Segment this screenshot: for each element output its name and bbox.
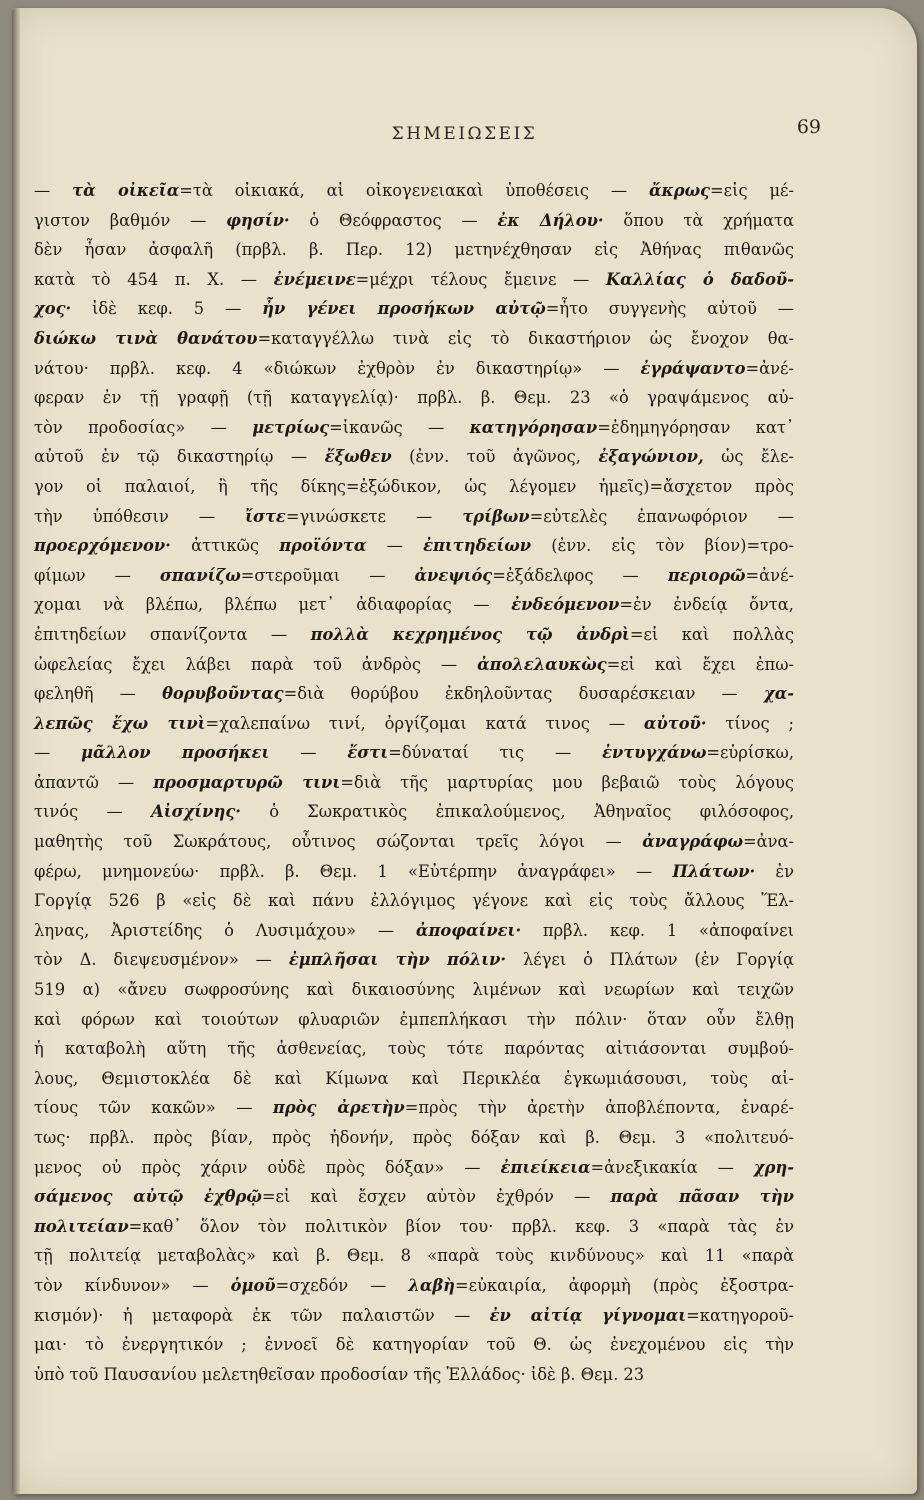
gloss-text: — <box>34 181 73 200</box>
text-line <box>34 206 794 236</box>
text-line <box>34 1064 794 1094</box>
lemma-term: Αἰσχίνης· <box>151 802 241 822</box>
gloss-text: =ἐν ἐνδείᾳ ὄντα, <box>619 595 794 615</box>
text-line <box>34 1212 794 1242</box>
text-line <box>34 1241 794 1271</box>
lemma-term: θορυβοῦντας <box>162 684 284 704</box>
gloss-text: =σχεδόν — <box>275 1275 409 1295</box>
gloss-text: τῇ πολιτείᾳ μεταβολὰς» καὶ β. Θεμ. 8 «παρὰ τοὺς κινδύνους» καὶ 11 «παρὰ <box>34 1246 794 1266</box>
notes-body <box>34 176 794 1389</box>
gloss-text: — <box>34 743 82 763</box>
lemma-term: ἀναγράφω <box>642 832 743 852</box>
lemma-term: ἀνεψιός <box>414 565 493 585</box>
gloss-text: =ἱκανῶς — <box>329 417 470 437</box>
gloss-text: λους, Θεμιστοκλέα δὲ καὶ Κίμωνα καὶ Περικλέα ἐγκωμιάσουσι, τοὺς αἰ- <box>34 1068 794 1088</box>
gloss-text: μαθητὴς τοῦ Σωκράτους, οὗτινος σώζονται τρεῖς λόγοι — <box>34 832 643 852</box>
text-line <box>34 797 794 827</box>
text-line <box>34 975 794 1005</box>
lemma-term: χα- <box>763 684 794 704</box>
page-header <box>12 116 917 154</box>
lemma-term: ὁμοῦ <box>230 1275 276 1295</box>
lemma-term: διώκω τινὰ θανάτου <box>34 328 258 348</box>
lemma-term: ἐνέμεινε <box>273 269 356 289</box>
gloss-text: =γινώσκετε — <box>285 506 463 526</box>
gloss-text: ληνας, Ἀριστείδης ὁ Λυσιμάχου» — <box>34 920 416 940</box>
gloss-text: κισμόν)· ἡ μεταφορὰ ἐκ τῶν παλαιστῶν — <box>34 1305 490 1325</box>
gloss-text: =καθ᾽ ὅλον τὸν πολιτικὸν βίον του· πρβλ. κεφ. 3 «παρὰ τὰς ἐν <box>128 1216 794 1236</box>
text-line <box>34 590 794 620</box>
gloss-text: πρβλ. κεφ. 1 «ἀποφαίνει <box>521 920 794 940</box>
gloss-text: νάτου· πρβλ. κεφ. 4 «διώκων ἐχθρὸν ἐν δικαστηρίῳ» — <box>34 358 641 378</box>
gloss-text: τίους τῶν κακῶν» — <box>34 1098 273 1118</box>
gloss-text: =κατηγοροῦ- <box>686 1305 795 1325</box>
gloss-text: — <box>269 743 348 763</box>
gloss-text: ἡ καταβολὴ αὕτη τῆς ἀσθενείας, τοὺς τότε παρόντας αἰτιάσονται συμβού- <box>34 1039 794 1059</box>
lemma-term: ἄκρως <box>649 181 711 200</box>
gloss-text: =καταγγέλλω τινὰ εἰς τὸ δικαστήριον ὡς ἔνοχον θα- <box>257 328 794 348</box>
text-line <box>34 1005 794 1035</box>
text-line <box>34 265 794 295</box>
gloss-text: φίμων — <box>34 565 160 585</box>
gloss-text: ἐπιτηδείων σπανίζοντα — <box>34 624 311 644</box>
text-line <box>34 502 794 532</box>
gloss-text: κατὰ τὸ 454 π. Χ. — <box>34 269 274 289</box>
lemma-term: περιορῶ <box>667 565 746 585</box>
gloss-text: =ἀνεξικακία — <box>590 1157 754 1177</box>
gloss-text: ἐν <box>755 861 794 881</box>
gloss-text: =διὰ τῆς μαρτυρίας μου βεβαιῶ τοὺς λόγους <box>340 772 794 792</box>
lemma-term: ἐκ Δήλου· <box>497 210 604 230</box>
gloss-text: =εὐτελὲς ἐπανωφόριον — <box>529 506 795 526</box>
lemma-term: μᾶλλον προσήκει <box>81 743 270 763</box>
lemma-term: ἐν αἰτίᾳ γίγνομαι <box>489 1305 687 1325</box>
gloss-text: =πρὸς τὴν ἀρετὴν ἀποβλέποντα, ἐναρέ- <box>404 1098 795 1118</box>
text-line <box>34 561 794 591</box>
page-number: 69 <box>796 116 821 138</box>
gloss-text: =εὑρίσκω, <box>706 743 794 763</box>
gloss-text: μαι· τὸ ἐνεργητικόν ; ἐννοεῖ δὲ κατηγορίαν τοῦ Θ. ὡς ἐνεχομένου εἰς τὴν <box>34 1335 794 1355</box>
gloss-text: τινός — <box>34 802 152 822</box>
gloss-text: =εὐκαιρία, ἀφορμὴ (πρὸς ἐξοστρα- <box>455 1275 794 1295</box>
gloss-text: τὴν ὑπόθεσιν — <box>34 506 246 526</box>
text-line <box>34 413 794 443</box>
lemma-term: τὰ οἰκεῖα <box>72 181 180 200</box>
lemma-term: Πλάτων· <box>672 861 756 881</box>
lemma-term: πολιτείαν <box>34 1216 129 1236</box>
gloss-text: =τὰ οἰκιακά, αἱ οἰκογενειακαὶ ὑποθέσεις — <box>179 181 650 200</box>
lemma-term: προϊόντα <box>279 536 367 556</box>
lemma-term: ἦν γένει προσήκων αὐτῷ <box>262 299 546 319</box>
book-page <box>12 8 917 1494</box>
gloss-text: τὸν προδοσίας» — <box>34 417 253 437</box>
lemma-term: χος· <box>34 299 72 319</box>
text-line <box>34 916 794 946</box>
lemma-term: ἐξαγώνιον, <box>598 447 704 467</box>
gloss-text: λέγει ὁ Πλάτων (ἐν Γοργίᾳ <box>506 950 794 970</box>
gloss-text: =διὰ θορύβου ἐκδηλοῦντας δυσαρέσκειαν — <box>283 684 764 704</box>
gloss-text: =εἰ καὶ ἔχει ἐπω- <box>606 654 794 674</box>
lemma-term: φησίν· <box>226 210 290 230</box>
lemma-term: τρίβων <box>462 506 530 526</box>
lemma-term: παρὰ πᾶσαν τὴν <box>610 1187 794 1207</box>
gloss-text: ἰδὲ κεφ. 5 — <box>71 299 263 319</box>
gloss-text: αὐτοῦ ἐν τῷ δικαστηρίῳ — <box>34 447 325 467</box>
gloss-text: καὶ φόρων καὶ τοιούτων φλυαριῶν ἐμπεπλήκασι τὴν πόλιν· ὅταν οὖν ἔλθῃ <box>34 1009 794 1029</box>
lemma-term: πολλὰ κεχρημένος τῷ ἀνδρὶ <box>310 624 630 644</box>
lemma-term: ἐντυγχάνω <box>602 743 707 763</box>
gloss-text: ὁ Σωκρατικὸς ἐπικαλούμενος, Ἀθηναῖος φιλόσοφος, <box>240 802 795 822</box>
text-line <box>34 1034 794 1064</box>
text-line <box>34 1360 794 1390</box>
gloss-text: =δύναταί τις — <box>388 743 603 763</box>
gloss-text: φεληθῆ — <box>34 684 163 704</box>
lemma-term: λεπῶς ἔχω τινὶ <box>34 713 206 733</box>
gloss-text: =ἀνέ- <box>745 565 795 585</box>
text-line <box>34 768 794 798</box>
text-line <box>34 294 794 324</box>
gloss-text: 519 α) «ἄνευ σωφροσύνης καὶ δικαιοσύνης λιμένων καὶ νεωρίων καὶ τειχῶν <box>34 980 794 1000</box>
gloss-text: τὸν κίνδυνον» — <box>34 1275 231 1295</box>
gloss-text: δὲν ἦσαν ἀσφαλῆ (πρβλ. β. Περ. 12) μετηνέχθησαν εἰς Ἀθήνας πιθανῶς <box>34 240 794 260</box>
lemma-term: ἐπιείκεια <box>500 1157 591 1177</box>
gloss-text: — <box>366 536 424 556</box>
lemma-term: ἴστε <box>245 506 286 526</box>
lemma-term: κατηγόρησαν <box>469 417 598 437</box>
text-line <box>34 324 794 354</box>
text-line <box>34 472 794 502</box>
gloss-text: τίνος ; <box>706 713 794 733</box>
gloss-text: =εἰς μέ- <box>710 181 794 200</box>
gloss-text: =εἰ καὶ πολλὰς <box>629 624 794 644</box>
text-line <box>34 531 794 561</box>
lemma-term: ἔστι <box>347 743 389 763</box>
lemma-term: Καλλίας ὁ δαδοῦ- <box>605 269 794 289</box>
lemma-term: λαβὴ <box>408 1275 456 1295</box>
text-line <box>34 1093 794 1123</box>
lemma-term: ἐγράψαντο <box>640 358 746 378</box>
gloss-text: ὠφελείας ἔχει λάβει παρὰ τοῦ ἀνδρὸς — <box>34 654 478 674</box>
gloss-text: (ἐνν. τοῦ ἀγῶνος, <box>391 447 599 467</box>
lemma-term: ἀπολελαυκὼς <box>477 654 607 674</box>
text-line <box>34 709 794 739</box>
gloss-text: φέρω, μνημονεύω· πρβλ. β. Θεμ. 1 «Εὐτέρπην ἀναγράφει» — <box>34 861 673 881</box>
lemma-term: προσμαρτυρῶ τινι <box>153 772 341 792</box>
gloss-text: (ἐνν. εἰς τὸν βίον)=τρο- <box>531 536 794 556</box>
lemma-term: ἀποφαίνει· <box>415 920 522 940</box>
lemma-term: ἐμπλῆσαι τὴν πόλιν· <box>288 950 507 970</box>
text-line <box>34 383 794 413</box>
lemma-term: αὐτοῦ· <box>643 713 707 733</box>
text-line <box>34 945 794 975</box>
gloss-text: =στεροῦμαι — <box>240 565 415 585</box>
text-line <box>34 1330 794 1360</box>
binding-edge <box>12 8 20 1494</box>
gloss-text: ὁ Θεόφραστος — <box>289 210 498 230</box>
text-line <box>34 354 794 384</box>
gloss-text: τὸν Δ. διεψευσμένον» — <box>34 950 289 970</box>
gloss-text: χομαι νὰ βλέπω, βλέπω μετ᾽ ἀδιαφορίας — <box>34 595 512 615</box>
text-line <box>34 442 794 472</box>
lemma-term: ἐνδεόμενον <box>511 595 620 615</box>
gloss-text: γιστον βαθμόν — <box>34 210 227 230</box>
lemma-term: πρὸς ἀρετὴν <box>272 1098 405 1118</box>
gloss-text: =εἰ καὶ ἔσχεν αὐτὸν ἐχθρόν — <box>261 1187 611 1207</box>
gloss-text: ὡς ἔλε- <box>703 447 795 467</box>
text-line <box>34 679 794 709</box>
lemma-term: μετρίως <box>252 417 330 437</box>
gloss-text: τως· πρβλ. πρὸς βίαν, πρὸς ἡδονήν, πρὸς δόξαν καὶ β. Θεμ. 3 «πολιτευό- <box>34 1128 794 1147</box>
gloss-text: =ἐξάδελφος — <box>492 565 668 585</box>
gloss-text: =ἐδημηγόρησαν κατ᾽ <box>597 417 795 437</box>
text-line <box>34 176 794 206</box>
lemma-term: χρη- <box>753 1157 794 1177</box>
text-line <box>34 235 794 265</box>
gloss-text: μενος οὐ πρὸς χάριν οὐδὲ πρὸς δόξαν» — <box>34 1157 501 1177</box>
gloss-text: φεραν ἐν τῇ γραφῇ (τῇ καταγγελίᾳ)· πρβλ. β. Θεμ. 23 «ὁ γραψάμενος αὐ- <box>34 388 794 408</box>
text-line <box>34 857 794 887</box>
text-line <box>34 650 794 680</box>
gloss-text: =χαλεπαίνω τινί, ὀργίζομαι κατά τινος — <box>205 713 644 733</box>
running-title: ΣΗΜΕΙΩΣΕΙΣ <box>391 124 538 144</box>
text-line <box>34 620 794 650</box>
gloss-text: ἀττικῶς <box>170 536 280 556</box>
gloss-text: =ἀνέ- <box>745 358 794 378</box>
text-line <box>34 1182 794 1212</box>
gloss-text: Γοργίᾳ 526 β «εἰς δὲ καὶ πάνυ ἐλλόγιμος γέγονε καὶ εἰς τοὺς ἄλλους Ἕλ- <box>34 891 794 911</box>
text-line <box>34 827 794 857</box>
gloss-text: ἀπαντῶ — <box>34 772 154 792</box>
lemma-term: σάμενος αὐτῷ ἐχθρῷ <box>34 1187 262 1207</box>
text-line <box>34 1153 794 1183</box>
gloss-text: ὅπου τὰ χρήματα <box>603 210 795 230</box>
gloss-text: =ἦτο συγγενὴς αὐτοῦ — <box>545 299 794 319</box>
text-line <box>34 1123 794 1153</box>
lemma-term: σπανίζω <box>159 565 241 585</box>
gloss-text: =μέχρι τέλους ἔμεινε — <box>355 269 606 289</box>
lemma-term: προερχόμενον· <box>34 536 171 556</box>
text-line <box>34 1271 794 1301</box>
gloss-text: ὑπὸ τοῦ Παυσανίου μελετηθεῖσαν προδοσίαν τῆς Ἑλλάδος· ἰδὲ β. Θεμ. 23 <box>34 1364 645 1384</box>
gloss-text: =ἀνα- <box>742 832 794 852</box>
lemma-term: ἔξωθεν <box>324 447 392 467</box>
lemma-term: ἐπιτηδείων <box>423 536 532 556</box>
text-line <box>34 886 794 916</box>
text-line <box>34 738 794 768</box>
text-line <box>34 1301 794 1331</box>
gloss-text: γον οἱ παλαιοί, ἢ τῆς δίκης=ἐξώδικον, ὡς λέγομεν ἡμεῖς)=ἄσχετον πρὸς <box>34 476 794 496</box>
